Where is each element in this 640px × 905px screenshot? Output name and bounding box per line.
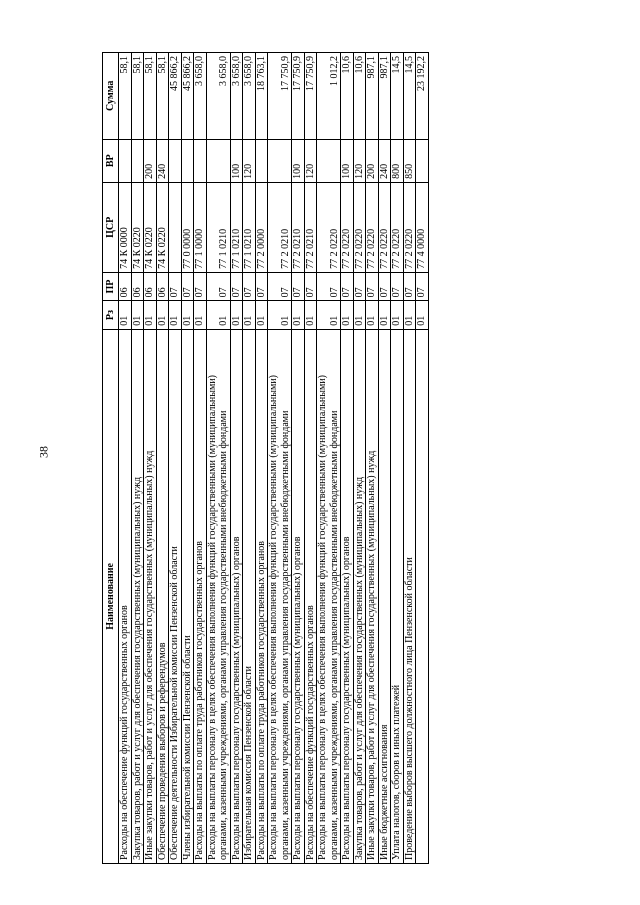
table-row <box>268 53 292 864</box>
cell-sum: 10,6 <box>353 53 366 140</box>
cell-rz: 01 <box>181 301 194 329</box>
cell-rz: 01 <box>304 301 317 329</box>
cell-rz: 01 <box>341 301 354 329</box>
cell-pr: 07 <box>378 272 391 300</box>
cell-rz: 01 <box>206 301 230 329</box>
table-row <box>144 53 157 864</box>
cell-name: Иные бюджетные ассигнования <box>378 329 391 863</box>
table-row <box>378 53 391 864</box>
cell-vr <box>181 139 194 182</box>
cell-name: Расходы на выплаты по оплате труда работников государственных органов <box>255 329 268 863</box>
cell-vr: 100 <box>341 139 354 182</box>
rotated-page <box>102 52 554 864</box>
cell-name: Иные закупки товаров, работ и услуг для обеспечения государственных (муниципальных) нужд <box>144 329 157 863</box>
table-row <box>292 53 305 864</box>
table-row <box>416 53 429 864</box>
cell-sum: 58,1 <box>144 53 157 140</box>
cell-name: Расходы на выплаты по оплате труда работников государственных органов <box>194 329 207 863</box>
cell-pr: 07 <box>230 272 243 300</box>
cell-sum: 17 750,9 <box>304 53 317 140</box>
page-number: 38 <box>36 446 51 458</box>
cell-vr <box>131 139 144 182</box>
cell-name: Расходы на обеспечение функций государственных органов <box>119 329 132 863</box>
table-row <box>341 53 354 864</box>
cell-sum: 45 866,2 <box>181 53 194 140</box>
cell-vr <box>317 139 341 182</box>
cell-pr: 07 <box>255 272 268 300</box>
cell-sum: 3 658,0 <box>194 53 207 140</box>
cell-vr <box>268 139 292 182</box>
cell-pr: 07 <box>243 272 256 300</box>
cell-csr <box>169 182 182 272</box>
cell-name: Обеспечение проведения выборов и референдумов <box>156 329 169 863</box>
cell-csr: 77 4 0000 <box>416 182 429 272</box>
cell-vr: 240 <box>156 139 169 182</box>
table-row <box>403 53 416 864</box>
table-row <box>366 53 379 864</box>
cell-rz: 01 <box>378 301 391 329</box>
cell-name: Расходы на выплаты персоналу в целях обеспечения выполнения функций государственными (муниципальными) органами, казенными учреждениями, органами управления государственными внебюджетными фондами <box>317 329 341 863</box>
cell-sum: 45 866,2 <box>169 53 182 140</box>
cell-rz: 01 <box>131 301 144 329</box>
cell-rz: 01 <box>243 301 256 329</box>
cell-csr: 77 2 0220 <box>317 182 341 272</box>
cell-name: Иные закупки товаров, работ и услуг для обеспечения государственных (муниципальных) нужд <box>366 329 379 863</box>
cell-sum: 1 012,2 <box>317 53 341 140</box>
cell-name: Обеспечение деятельности Избирательной комиссии Пензенской области <box>169 329 182 863</box>
table-row <box>119 53 132 864</box>
cell-pr: 07 <box>292 272 305 300</box>
cell-csr: 77 2 0220 <box>391 182 404 272</box>
cell-rz: 01 <box>416 301 429 329</box>
header-rz: Рз <box>103 301 119 329</box>
cell-pr: 07 <box>268 272 292 300</box>
cell-name: Проведение выборов высшего должностного лица Пензенской области <box>403 329 416 863</box>
cell-pr: 07 <box>416 272 429 300</box>
cell-pr: 06 <box>119 272 132 300</box>
cell-csr: 77 2 0220 <box>403 182 416 272</box>
cell-rz: 01 <box>119 301 132 329</box>
cell-vr: 120 <box>353 139 366 182</box>
cell-pr: 06 <box>131 272 144 300</box>
cell-sum: 3 658,0 <box>243 53 256 140</box>
cell-pr: 07 <box>366 272 379 300</box>
cell-name: Расходы на выплаты персоналу в целях обеспечения выполнения функций государственными (муниципальными) органами, казенными учреждениями, органами управления государственными внебюджетными фондами <box>206 329 230 863</box>
cell-sum: 17 750,9 <box>292 53 305 140</box>
cell-rz: 01 <box>156 301 169 329</box>
cell-vr: 120 <box>304 139 317 182</box>
header-csr: ЦСР <box>103 182 119 272</box>
cell-vr: 120 <box>243 139 256 182</box>
cell-rz: 01 <box>292 301 305 329</box>
table-row <box>169 53 182 864</box>
cell-rz: 01 <box>268 301 292 329</box>
cell-name <box>416 329 429 863</box>
table-row <box>194 53 207 864</box>
cell-rz: 01 <box>366 301 379 329</box>
cell-csr: 74 К 0000 <box>119 182 132 272</box>
cell-rz: 01 <box>194 301 207 329</box>
cell-vr <box>119 139 132 182</box>
cell-rz: 01 <box>169 301 182 329</box>
table-header-row <box>103 53 119 864</box>
cell-vr <box>194 139 207 182</box>
cell-sum: 14,5 <box>391 53 404 140</box>
cell-pr: 07 <box>403 272 416 300</box>
cell-sum: 58,1 <box>131 53 144 140</box>
table-body <box>119 53 429 864</box>
cell-pr: 07 <box>169 272 182 300</box>
cell-sum: 58,1 <box>119 53 132 140</box>
table-row <box>181 53 194 864</box>
cell-pr: 07 <box>181 272 194 300</box>
cell-vr <box>416 139 429 182</box>
cell-sum: 987,1 <box>378 53 391 140</box>
cell-sum: 3 658,0 <box>230 53 243 140</box>
cell-csr: 77 1 0210 <box>243 182 256 272</box>
budget-table <box>102 52 429 864</box>
table-row <box>255 53 268 864</box>
cell-pr: 07 <box>353 272 366 300</box>
header-sum: Сумма <box>103 53 119 140</box>
cell-sum: 3 658,0 <box>206 53 230 140</box>
cell-sum: 18 763,1 <box>255 53 268 140</box>
cell-csr: 77 2 0210 <box>304 182 317 272</box>
cell-name: Расходы на выплаты персоналу в целях обеспечения выполнения функций государственными (муниципальными) органами, казенными учреждениями, органами управления государственными внебюджетными фондами <box>268 329 292 863</box>
cell-csr: 74 К 0220 <box>131 182 144 272</box>
cell-vr: 100 <box>230 139 243 182</box>
cell-name: Расходы на обеспечение функций государственных органов <box>304 329 317 863</box>
cell-pr: 06 <box>144 272 157 300</box>
cell-pr: 07 <box>317 272 341 300</box>
table-row <box>156 53 169 864</box>
table-row <box>353 53 366 864</box>
cell-csr: 74 К 0220 <box>156 182 169 272</box>
cell-name: Избирательная комиссия Пензенской области <box>243 329 256 863</box>
table-row <box>131 53 144 864</box>
cell-sum: 58,1 <box>156 53 169 140</box>
header-pr: ПР <box>103 272 119 300</box>
table-row <box>317 53 341 864</box>
cell-vr: 200 <box>144 139 157 182</box>
cell-name: Закупка товаров, работ и услуг для обеспечения государственных (муниципальных) нужд <box>131 329 144 863</box>
cell-rz: 01 <box>255 301 268 329</box>
cell-name: Расходы на выплаты персоналу государственных (муниципальных) органов <box>292 329 305 863</box>
cell-vr: 240 <box>378 139 391 182</box>
cell-rz: 01 <box>317 301 341 329</box>
cell-name: Уплата налогов, сборов и иных платежей <box>391 329 404 863</box>
cell-rz: 01 <box>353 301 366 329</box>
cell-rz: 01 <box>403 301 416 329</box>
cell-vr: 850 <box>403 139 416 182</box>
header-name: Наименование <box>103 329 119 863</box>
cell-rz: 01 <box>144 301 157 329</box>
cell-sum: 14,5 <box>403 53 416 140</box>
cell-vr <box>206 139 230 182</box>
cell-pr: 07 <box>304 272 317 300</box>
cell-sum: 10,6 <box>341 53 354 140</box>
cell-csr: 77 1 0210 <box>206 182 230 272</box>
table-row <box>391 53 404 864</box>
cell-vr: 100 <box>292 139 305 182</box>
cell-csr: 77 1 0000 <box>194 182 207 272</box>
cell-csr: 77 0 0000 <box>181 182 194 272</box>
cell-vr <box>255 139 268 182</box>
cell-csr: 77 2 0220 <box>341 182 354 272</box>
cell-vr: 800 <box>391 139 404 182</box>
header-vr: ВР <box>103 139 119 182</box>
cell-csr: 77 2 0220 <box>353 182 366 272</box>
cell-sum: 987,1 <box>366 53 379 140</box>
cell-name: Закупка товаров, работ и услуг для обеспечения государственных (муниципальных) нужд <box>353 329 366 863</box>
cell-csr: 77 2 0000 <box>255 182 268 272</box>
cell-pr: 06 <box>156 272 169 300</box>
cell-name: Члены избирательной комиссии Пензенской области <box>181 329 194 863</box>
cell-csr: 77 2 0220 <box>366 182 379 272</box>
table-row <box>206 53 230 864</box>
table-row <box>243 53 256 864</box>
cell-vr <box>169 139 182 182</box>
cell-csr: 77 2 0220 <box>378 182 391 272</box>
cell-vr: 200 <box>366 139 379 182</box>
cell-name: Расходы на выплаты персоналу государственных (муниципальных) органов <box>230 329 243 863</box>
budget-table-container <box>102 52 554 864</box>
cell-csr: 74 К 0220 <box>144 182 157 272</box>
cell-name: Расходы на выплаты персоналу государственных (муниципальных) органов <box>341 329 354 863</box>
cell-rz: 01 <box>391 301 404 329</box>
cell-csr: 77 2 0210 <box>268 182 292 272</box>
table-row <box>304 53 317 864</box>
table-row <box>230 53 243 864</box>
cell-pr: 07 <box>206 272 230 300</box>
cell-csr: 77 1 0210 <box>230 182 243 272</box>
cell-pr: 07 <box>341 272 354 300</box>
cell-rz: 01 <box>230 301 243 329</box>
cell-sum: 17 750,9 <box>268 53 292 140</box>
cell-pr: 07 <box>194 272 207 300</box>
cell-pr: 07 <box>391 272 404 300</box>
cell-csr: 77 2 0210 <box>292 182 305 272</box>
cell-sum: 23 192,2 <box>416 53 429 140</box>
